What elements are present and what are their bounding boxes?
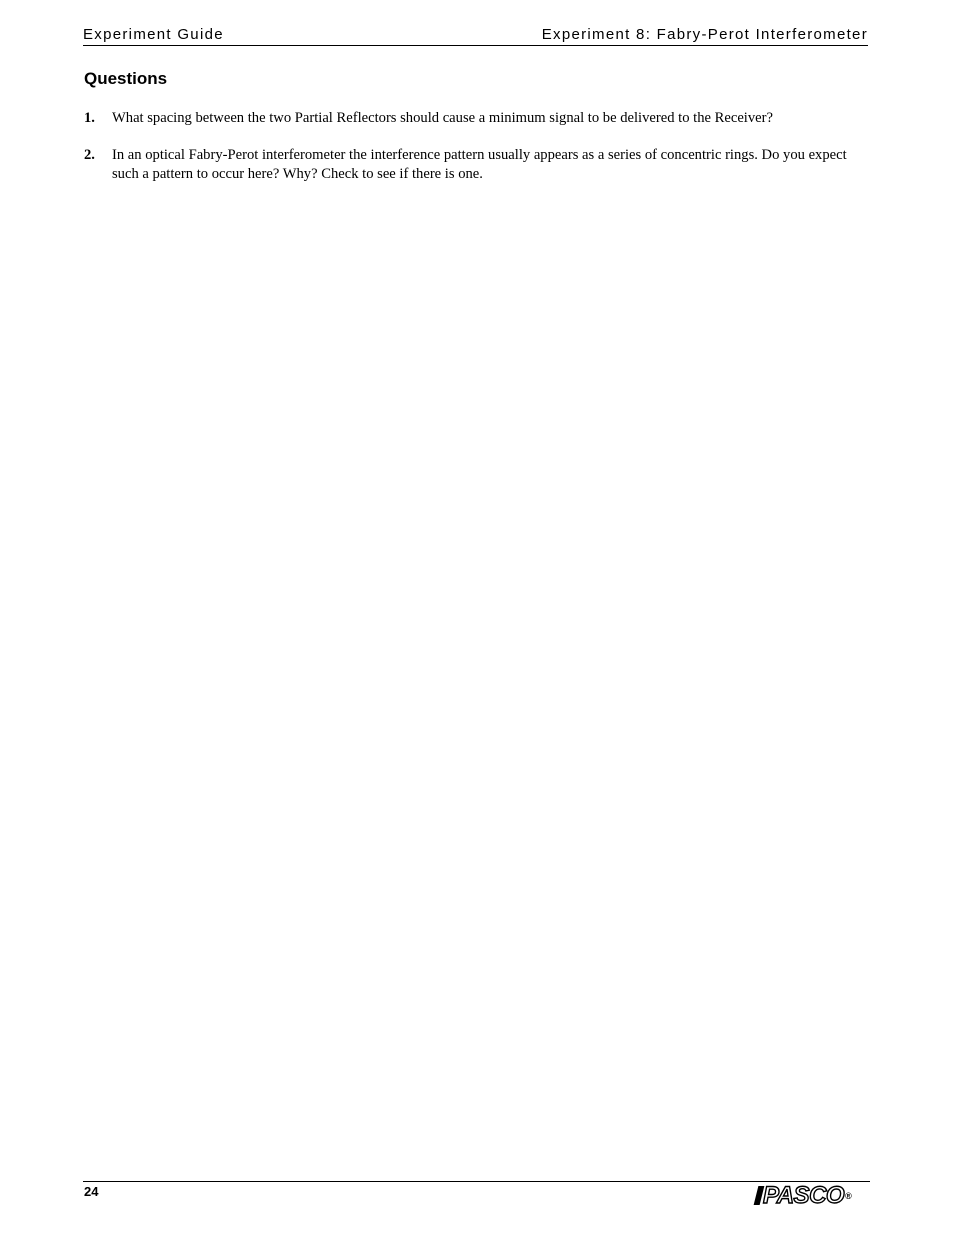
question-text: What spacing between the two Partial Reflectors should cause a minimum signal to be delivered to the Receiver? bbox=[112, 110, 773, 126]
registered-mark: ® bbox=[845, 1191, 852, 1201]
page-number: 24 bbox=[84, 1184, 99, 1199]
question-number: 2. bbox=[84, 147, 95, 163]
logo-wordmark: PASCO bbox=[763, 1182, 845, 1209]
header-experiment-title: Experiment 8: Fabry-Perot Interferometer bbox=[541, 26, 868, 43]
question-list bbox=[84, 109, 860, 202]
footer-divider bbox=[83, 1181, 870, 1182]
question-number: 1. bbox=[84, 110, 95, 126]
question-item bbox=[84, 146, 860, 184]
pasco-logo bbox=[756, 1184, 851, 1208]
question-text: In an optical Fabry-Perot interferometer the interference pattern usually appears as a series of concentric rings. Do you expect such a pattern to occur here? Why? Check to see if there is one. bbox=[112, 147, 847, 182]
running-header bbox=[83, 25, 868, 46]
header-guide-title: Experiment Guide bbox=[83, 26, 224, 43]
section-title: Questions bbox=[84, 69, 168, 88]
question-item bbox=[84, 109, 860, 128]
